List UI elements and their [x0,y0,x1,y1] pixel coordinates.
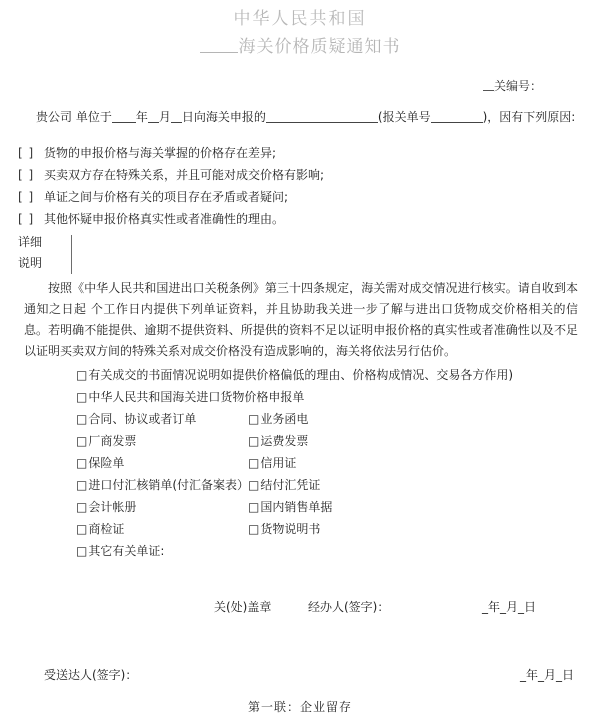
checkbox-icon[interactable]: □ [76,390,88,404]
copy-designation-line: 第一联：企业留存 [247,700,352,714]
document-title-sub-text: 海关价格质疑通知书 [238,37,401,57]
reason-checkbox-icon[interactable]: [ ] [18,168,35,182]
checklist-item-right[interactable] [248,474,320,496]
checklist-item-right[interactable] [248,518,320,540]
document-title-block [0,0,600,62]
reason-checkbox-icon[interactable]: [ ] [18,212,35,226]
checklist-item-right[interactable] [248,408,308,430]
checklist-item-label: 厂商发票 [88,434,137,448]
intro-day-label: 日向海关申报的 [181,110,266,124]
intro-month-blank [148,110,159,123]
body-paragraph: 按照《中华人民共和国进出口关税条例》第三十四条规定，海关需对成交情况进行核实。请自收到本通知之日起 个工作日内提供下列单证资料，并且协助我关进一步了解与进出口货物成交价格相关的信息。若明确不能提供、逾期不提供资料、所提供的资料不足以证明申报价格的真实性或者准确性以及不足以证明买卖双方间的特殊关系对成交价格没有造成影响的，海关将依法另行估价。 [24,281,578,358]
reason-item-label: 其他怀疑申报价格真实性或者准确性的理由。 [44,212,285,226]
declaration-intro-row [0,108,600,126]
document-title-sub [0,32,600,62]
checkbox-icon[interactable]: □ [248,456,260,470]
checklist-item-label: 结付汇凭证 [260,478,321,492]
checklist-row [76,452,600,474]
checkbox-icon[interactable]: □ [76,500,88,514]
handler-signature-label[interactable]: 经办人(签字)： [308,600,390,614]
checkbox-icon[interactable]: □ [76,456,88,470]
checkbox-icon[interactable]: □ [76,478,88,492]
serial-number-row [0,78,600,94]
reason-checkbox-icon[interactable]: [ ] [18,190,35,204]
document-checklist [0,364,600,562]
checklist-item-label: 运费发票 [260,434,309,448]
checklist-row [76,496,600,518]
reason-item-label: 单证之间与价格有关的项目存在矛盾或者疑问; [44,190,289,204]
checklist-item-wide[interactable] [76,364,600,386]
checklist-item-left[interactable] [76,408,248,430]
checkbox-icon[interactable]: □ [248,522,260,536]
checkbox-icon[interactable]: □ [76,544,88,558]
signature-row-bottom [0,666,600,684]
reason-checkbox-icon[interactable]: [ ] [18,146,35,160]
checklist-item-left[interactable] [76,452,248,474]
reason-item[interactable] [18,208,600,230]
detail-description-vertical-rule [71,235,72,274]
checklist-item-right[interactable] [248,496,332,518]
checklist-item-left[interactable] [76,496,248,518]
serial-number-label: 关编号： [493,79,542,93]
reason-item-label: 买卖双方存在特殊关系，并且可能对成交价格有影响; [44,168,325,182]
checklist-item-left[interactable] [76,518,248,540]
document-title-main: 中华人民共和国 [233,9,367,29]
checklist-row [76,430,600,452]
reason-item[interactable] [18,164,600,186]
reason-list [0,142,600,230]
reason-item[interactable] [18,186,600,208]
checklist-row [76,408,600,430]
checklist-item-label: 会计帐册 [88,500,137,514]
date-bottom-label[interactable]: _年_月_日 [520,668,575,682]
checklist-item-right[interactable] [248,452,296,474]
checkbox-icon[interactable]: □ [76,434,88,448]
serial-prefix-blank [483,79,494,91]
checklist-item-right[interactable] [248,430,308,452]
checkbox-icon[interactable]: □ [248,412,260,426]
intro-year-blank [112,110,136,123]
checklist-item-label: 业务函电 [260,412,309,426]
checklist-item-label: 其它有关单证: [88,544,165,558]
checkbox-icon[interactable]: □ [76,368,88,382]
checklist-item-label: 信用证 [260,456,297,470]
checklist-item-other[interactable] [76,540,600,562]
intro-day-blank [171,110,182,123]
intro-decl-no-blank [431,110,483,123]
intro-company-label: 贵公司 [36,110,73,124]
checklist-item-label: 有关成交的书面情况说明如提供价格偏低的理由、价格构成情况、交易各方作用) [88,368,514,382]
checkbox-icon[interactable]: □ [248,434,260,448]
checklist-item-label: 保险单 [88,456,125,470]
intro-goods-blank [266,110,378,123]
intro-year-label: 年 [135,110,148,124]
detail-description-block [0,232,600,274]
checklist-item-label: 商检证 [88,522,125,536]
checklist-item-label: 中华人民共和国海关进口货物价格申报单 [88,390,305,404]
checklist-item-label: 货物说明书 [260,522,321,536]
checklist-item-label: 合同、协议或者订单 [88,412,197,426]
intro-unit-prefix: 单位于 [75,110,112,124]
reason-item-label: 货物的申报价格与海关掌握的价格存在差异; [44,146,277,160]
checklist-item-wide[interactable] [76,386,600,408]
customs-seal-label: 关(处)盖章 [214,600,272,614]
intro-month-label: 月 [158,110,171,124]
intro-decl-open: (报关单号 [377,110,431,124]
detail-description-label-line1: 详细 [18,235,43,249]
checklist-item-left[interactable] [76,474,248,496]
checkbox-icon[interactable]: □ [248,500,260,514]
checklist-row [76,518,600,540]
customs-name-blank [200,38,238,53]
reason-item[interactable] [18,142,600,164]
date-top-label[interactable]: _年_月_日 [482,600,537,614]
receiver-signature-label[interactable]: 受送达人(签字)： [44,668,138,682]
checklist-item-left[interactable] [76,430,248,452]
checkbox-icon[interactable]: □ [248,478,260,492]
checkbox-icon[interactable]: □ [76,522,88,536]
checklist-item-label: 进口付汇核销单(付汇备案表） [88,478,250,492]
intro-decl-close: )，因有下列原因: [482,110,576,124]
checklist-item-label: 国内销售单据 [260,500,333,514]
detail-description-label-line2: 说明 [18,256,43,270]
signature-row-top [0,598,600,616]
checkbox-icon[interactable]: □ [76,412,88,426]
checklist-row [76,474,600,496]
